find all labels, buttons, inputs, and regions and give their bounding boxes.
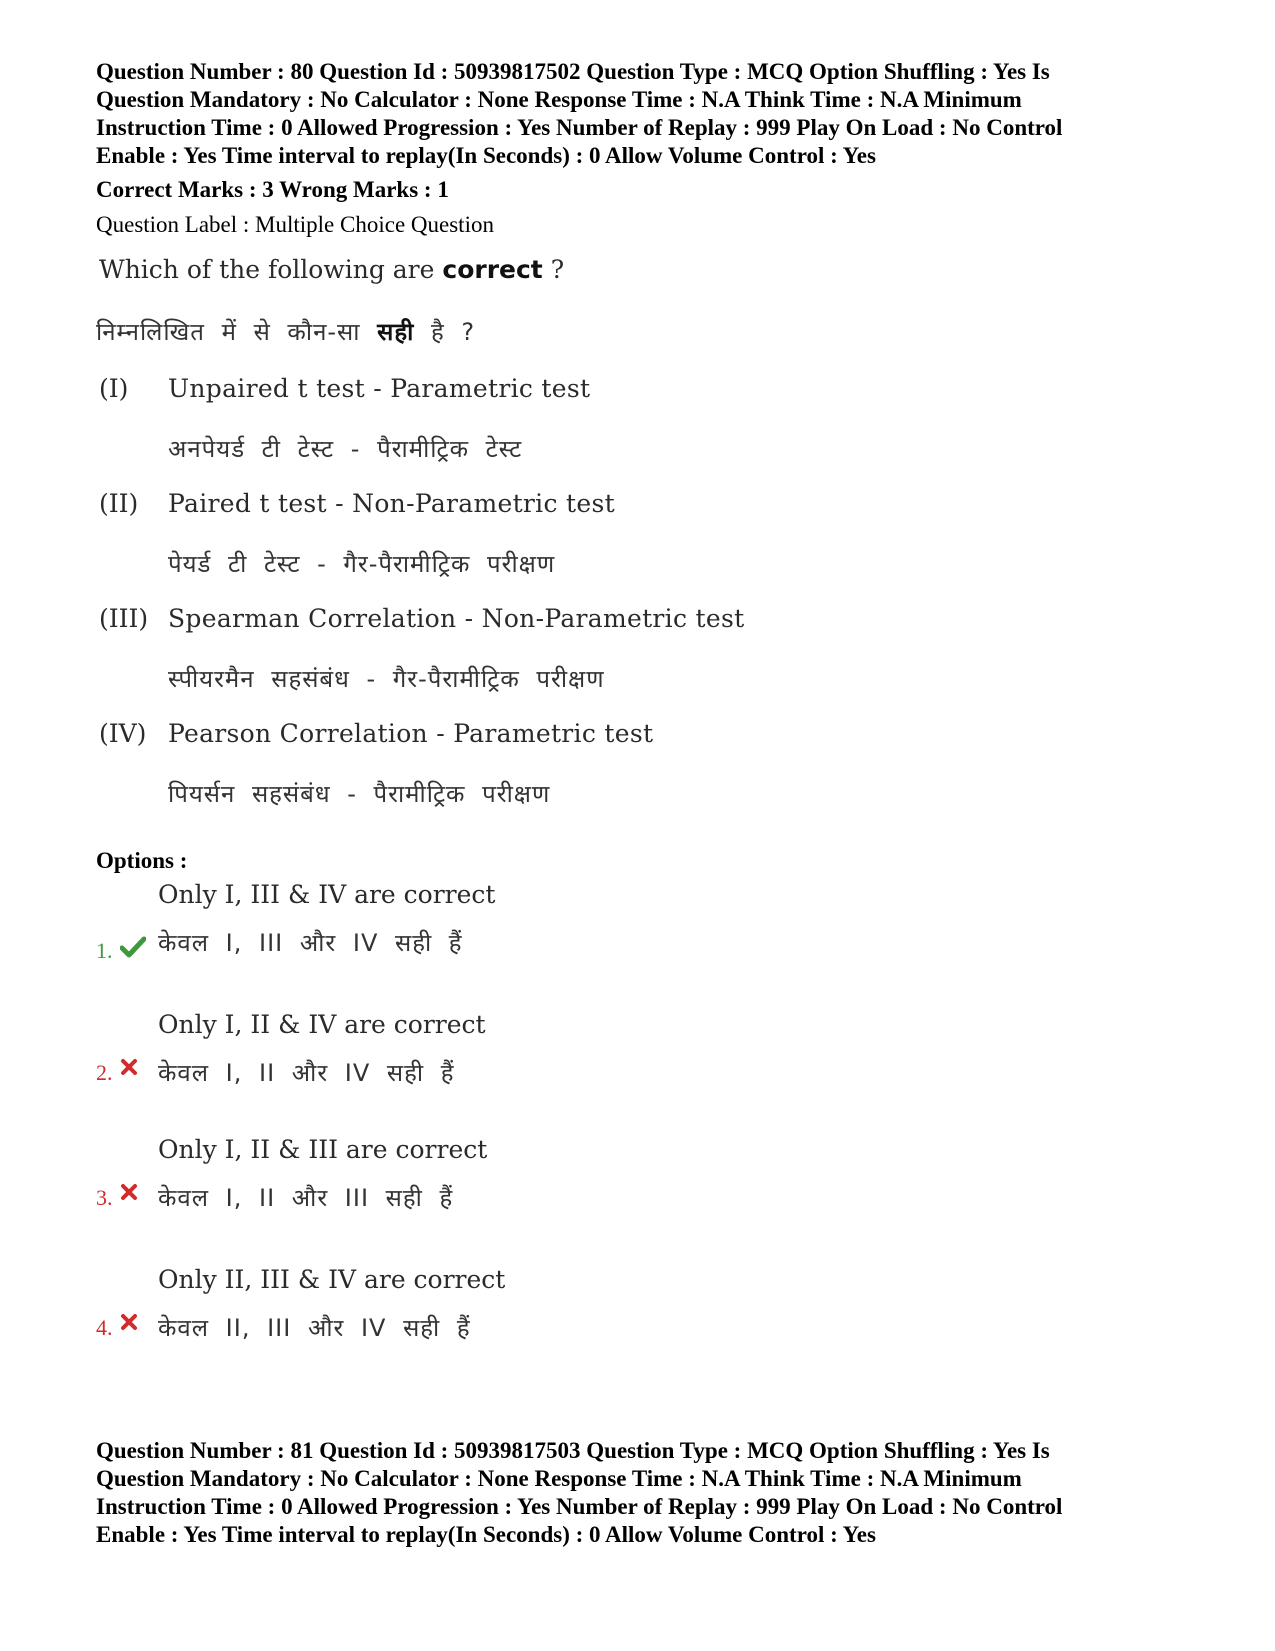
statement-english: Paired t test - Non-Parametric test — [168, 489, 615, 518]
meta-line: Question Number : 81 Question Id : 50939817503 Question Type : MCQ Option Shuffling : Yes Is — [96, 1438, 1050, 1463]
option-english: Only I, III & IV are correct — [158, 880, 496, 909]
option-hindi: केवल II, III और IV सही हैं — [158, 1314, 471, 1342]
option-number: 1. — [96, 938, 113, 963]
question-text-post: ? — [542, 255, 565, 284]
question-meta — [96, 1437, 1196, 1549]
statement-english: Unpaired t test - Parametric test — [168, 374, 591, 403]
option-english: Only I, II & III are correct — [158, 1135, 488, 1164]
statement-number: (IV) — [99, 719, 147, 748]
option-number: 3. — [96, 1185, 113, 1210]
question-text-pre: Which of the following are — [99, 255, 443, 284]
meta-line: Question Mandatory : No Calculator : None Response Time : N.A Think Time : N.A Minimum — [96, 1466, 1022, 1491]
statement-hindi: पियर्सन सहसंबंध - पैरामीट्रिक परीक्षण — [168, 780, 551, 808]
option-number: 2. — [96, 1060, 113, 1085]
question-meta — [96, 58, 1196, 170]
statement-english: Spearman Correlation - Non-Parametric test — [168, 604, 745, 633]
question-text-hindi — [96, 315, 475, 348]
meta-line: Enable : Yes Time interval to replay(In Seconds) : 0 Allow Volume Control : Yes — [96, 1522, 876, 1547]
question-text-english — [99, 255, 564, 284]
meta-line: Question Mandatory : No Calculator : None Response Time : N.A Think Time : N.A Minimum — [96, 87, 1022, 112]
meta-line: Question Number : 80 Question Id : 50939817502 Question Type : MCQ Option Shuffling : Yes Is — [96, 59, 1050, 84]
statement-number: (I) — [99, 374, 129, 403]
statement-number: (II) — [99, 489, 139, 518]
options-heading: Options : — [96, 848, 188, 873]
option-2 — [96, 1010, 796, 1120]
cross-icon — [120, 1058, 138, 1081]
option-hindi: केवल I, II और IV सही हैं — [158, 1059, 455, 1087]
statement-number: (III) — [99, 604, 149, 633]
statement-hindi: स्पीयरमैन सहसंबंध - गैर-पैरामीट्रिक परीक्षण — [168, 665, 605, 693]
option-english: Only II, III & IV are correct — [158, 1265, 506, 1294]
cross-icon — [120, 1313, 138, 1336]
question-hindi-emphasis: सही — [377, 318, 415, 346]
marks-info: Correct Marks : 3 Wrong Marks : 1 — [96, 177, 449, 202]
cross-icon — [120, 1183, 138, 1206]
check-icon — [120, 936, 146, 963]
meta-line: Instruction Time : 0 Allowed Progression : Yes Number of Replay : 999 Play On Load : No Control — [96, 115, 1063, 140]
statement-hindi: अनपेयर्ड टी टेस्ट - पैरामीट्रिक टेस्ट — [168, 435, 523, 463]
statement-hindi: पेयर्ड टी टेस्ट - गैर-पैरामीट्रिक परीक्षण — [168, 550, 556, 578]
statement-english: Pearson Correlation - Parametric test — [168, 719, 654, 748]
option-3 — [96, 1135, 796, 1245]
option-hindi: केवल I, II और III सही हैं — [158, 1184, 454, 1212]
question-text-emphasis: correct — [442, 255, 543, 284]
meta-line: Instruction Time : 0 Allowed Progression : Yes Number of Replay : 999 Play On Load : No Control — [96, 1494, 1063, 1519]
question-hindi-pre: निम्नलिखित में से कौन-सा — [96, 318, 378, 346]
option-number: 4. — [96, 1315, 113, 1340]
option-1 — [96, 880, 796, 990]
option-hindi: केवल I, III और IV सही हैं — [158, 929, 463, 957]
option-4 — [96, 1265, 796, 1375]
question-label: Question Label : Multiple Choice Question — [96, 212, 494, 237]
question-hindi-post: है ? — [414, 318, 476, 346]
meta-line: Enable : Yes Time interval to replay(In Seconds) : 0 Allow Volume Control : Yes — [96, 143, 876, 168]
option-english: Only I, II & IV are correct — [158, 1010, 486, 1039]
